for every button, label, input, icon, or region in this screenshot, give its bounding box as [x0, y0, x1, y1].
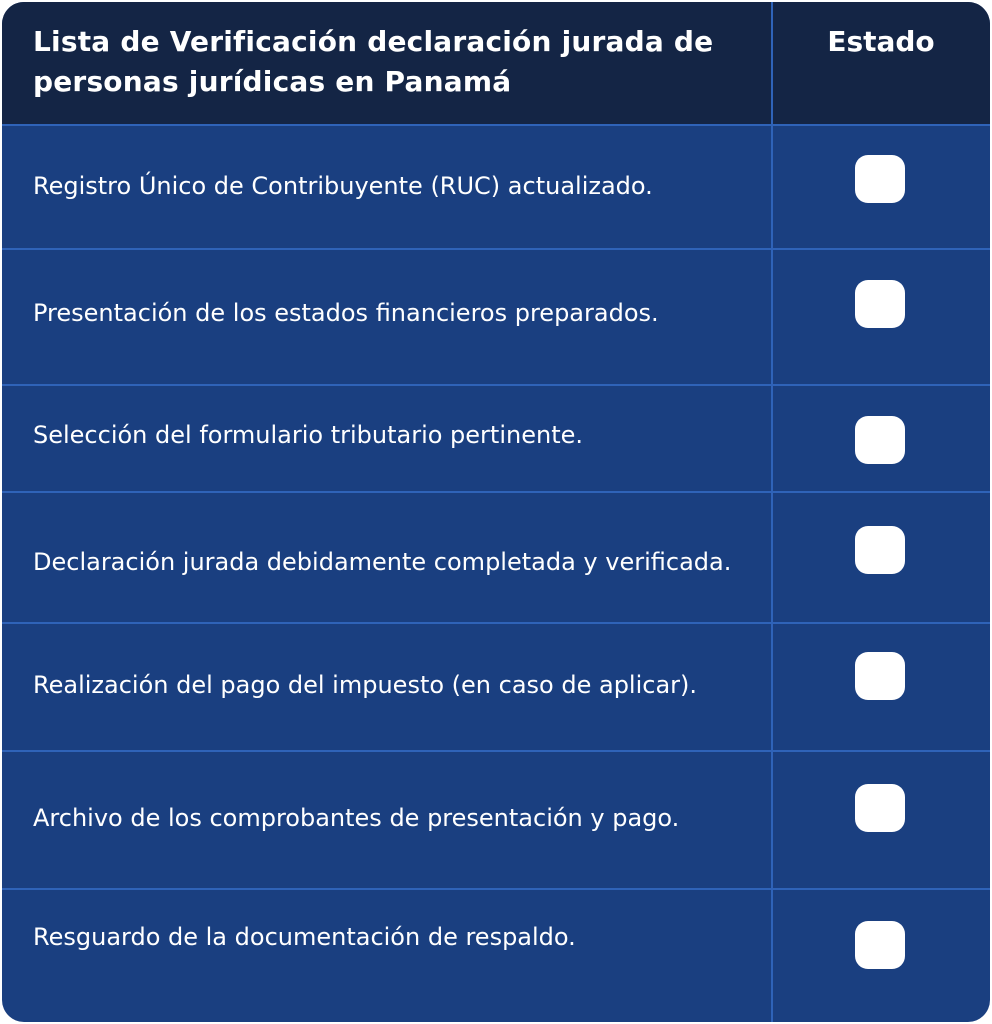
- checklist-table: [2, 2, 990, 1022]
- table-title: Lista de Verificación declaración jurada de personas jurídicas en Panamá: [33, 25, 714, 98]
- status-checkbox-pago-impuesto[interactable]: [855, 652, 905, 700]
- checklist-item-ruc: Registro Único de Contribuyente (RUC) actualizado.: [33, 172, 653, 200]
- row-divider: [2, 888, 990, 890]
- row-divider: [2, 248, 990, 250]
- checklist-item-declaracion-jurada: Declaración jurada debidamente completada y verificada.: [33, 548, 732, 576]
- checklist-item-estados-financieros: Presentación de los estados financieros preparados.: [33, 299, 659, 327]
- checklist-item-resguardo: Resguardo de la documentación de respaldo.: [33, 923, 576, 951]
- row-divider: [2, 750, 990, 752]
- row-divider: [2, 491, 990, 493]
- status-checkbox-ruc[interactable]: [855, 155, 905, 203]
- row-divider: [2, 622, 990, 624]
- table-header: [2, 2, 990, 124]
- status-checkbox-declaracion-jurada[interactable]: [855, 526, 905, 574]
- status-checkbox-resguardo[interactable]: [855, 921, 905, 969]
- row-divider: [2, 384, 990, 386]
- row-divider: [2, 124, 990, 126]
- column-divider: [771, 2, 773, 1022]
- checklist-item-pago-impuesto: Realización del pago del impuesto (en caso de aplicar).: [33, 671, 698, 699]
- checklist-item-comprobantes: Archivo de los comprobantes de presentación y pago.: [33, 804, 680, 832]
- status-column-header: Estado: [827, 25, 935, 58]
- status-checkbox-comprobantes[interactable]: [855, 784, 905, 832]
- status-checkbox-estados-financieros[interactable]: [855, 280, 905, 328]
- checklist-item-formulario: Selección del formulario tributario pertinente.: [33, 421, 583, 449]
- status-checkbox-formulario[interactable]: [855, 416, 905, 464]
